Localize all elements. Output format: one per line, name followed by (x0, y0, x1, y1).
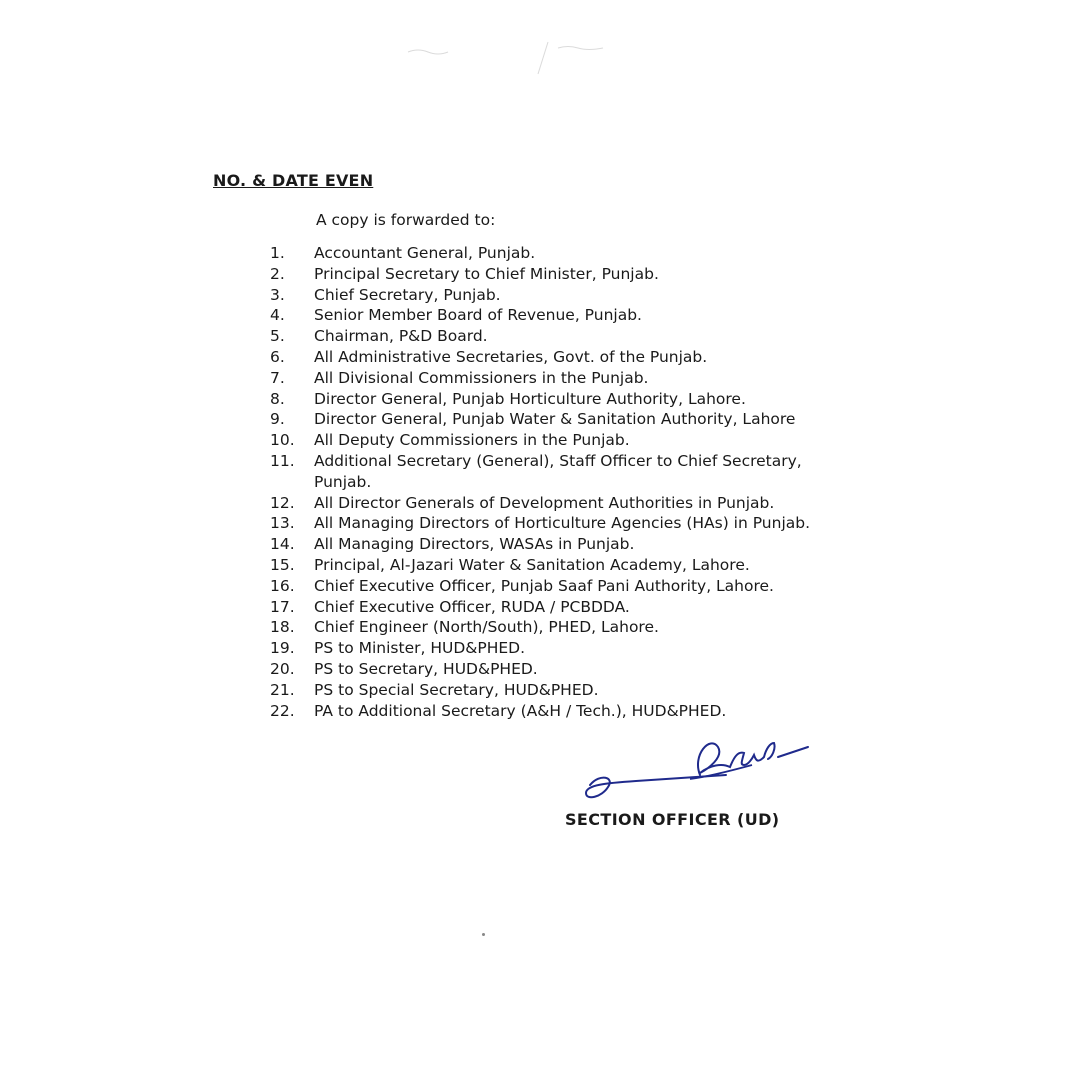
list-item-number: 5. (270, 327, 285, 346)
list-item (262, 264, 862, 285)
list-item-text: All Deputy Commissioners in the Punjab. (314, 431, 630, 450)
list-item (262, 680, 862, 701)
list-item (262, 513, 862, 534)
list-item-number: 16. (270, 576, 295, 595)
list-item-number: 22. (270, 701, 295, 720)
list-item-number: 10. (270, 431, 295, 450)
list-item-text: Chief Secretary, Punjab. (314, 285, 501, 304)
list-item-text: Chief Engineer (North/South), PHED, Lahore. (314, 618, 659, 637)
list-item (262, 243, 862, 264)
list-item (262, 597, 862, 618)
list-item-text: Director General, Punjab Water & Sanitation Authority, Lahore (314, 410, 796, 429)
list-item (262, 576, 862, 597)
list-item (262, 430, 862, 451)
list-item-number: 8. (270, 389, 285, 408)
list-item-text: Principal Secretary to Chief Minister, Punjab. (314, 264, 659, 283)
list-item (262, 389, 862, 410)
list-item (262, 285, 862, 306)
list-item-number: 4. (270, 306, 285, 325)
list-item-text: All Administrative Secretaries, Govt. of the Punjab. (314, 347, 708, 366)
list-item (262, 617, 862, 638)
list-item-number: 21. (270, 680, 295, 699)
reference-heading: NO. & DATE EVEN (213, 171, 374, 190)
signature-icon (570, 725, 820, 805)
list-item-number: 11. (270, 451, 295, 470)
list-item (262, 638, 862, 659)
list-item-text: Accountant General, Punjab. (314, 244, 536, 262)
list-item (262, 305, 862, 326)
list-item-text: Principal, Al-Jazari Water & Sanitation Academy, Lahore. (314, 555, 750, 574)
list-item (262, 451, 862, 493)
list-item (262, 409, 862, 430)
recipient-list (262, 243, 862, 721)
list-item-number: 14. (270, 535, 295, 554)
list-item-number: 6. (270, 347, 285, 366)
list-item (262, 368, 862, 389)
list-item-text: PA to Additional Secretary (A&H / Tech.), HUD&PHED. (314, 701, 727, 720)
scan-speck (482, 933, 485, 936)
list-item-number: 17. (270, 597, 295, 616)
list-item-text: All Divisional Commissioners in the Punjab. (314, 368, 649, 387)
list-item-number: 15. (270, 555, 295, 574)
list-item-text: All Director Generals of Development Authorities in Punjab. (314, 493, 775, 512)
list-item-number: 7. (270, 368, 285, 387)
list-item-number: 1. (270, 244, 285, 262)
signatory-designation: SECTION OFFICER (UD) (565, 810, 780, 829)
list-item (262, 534, 862, 555)
list-item-number: 2. (270, 264, 285, 283)
list-item-text: All Managing Directors, WASAs in Punjab. (314, 535, 635, 554)
list-item (262, 326, 862, 347)
list-item-text: Additional Secretary (General), Staff Officer to Chief Secretary, Punjab. (314, 451, 802, 491)
list-item-number: 19. (270, 639, 295, 658)
list-item-text: All Managing Directors of Horticulture Agencies (HAs) in Punjab. (314, 514, 811, 533)
list-item-text: Chief Executive Officer, RUDA / PCBDDA. (314, 597, 630, 616)
forwarding-intro: A copy is forwarded to: (316, 211, 496, 229)
list-item-number: 3. (270, 285, 285, 304)
list-item (262, 659, 862, 680)
list-item (262, 555, 862, 576)
list-item-text: Senior Member Board of Revenue, Punjab. (314, 306, 642, 325)
list-item-number: 9. (270, 410, 285, 429)
list-item-number: 18. (270, 618, 295, 637)
list-item-text: PS to Minister, HUD&PHED. (314, 639, 526, 658)
list-item (262, 347, 862, 368)
list-item (262, 493, 862, 514)
list-item-number: 13. (270, 514, 295, 533)
list-item-text: Chief Executive Officer, Punjab Saaf Pani Authority, Lahore. (314, 576, 774, 595)
list-item-text: Chairman, P&D Board. (314, 327, 488, 346)
list-item-number: 12. (270, 493, 295, 512)
list-item (262, 701, 862, 722)
list-item-text: PS to Secretary, HUD&PHED. (314, 659, 538, 678)
list-item-text: PS to Special Secretary, HUD&PHED. (314, 680, 599, 699)
list-item-text: Director General, Punjab Horticulture Authority, Lahore. (314, 389, 746, 408)
scan-artifact (400, 38, 620, 78)
list-item-number: 20. (270, 659, 295, 678)
